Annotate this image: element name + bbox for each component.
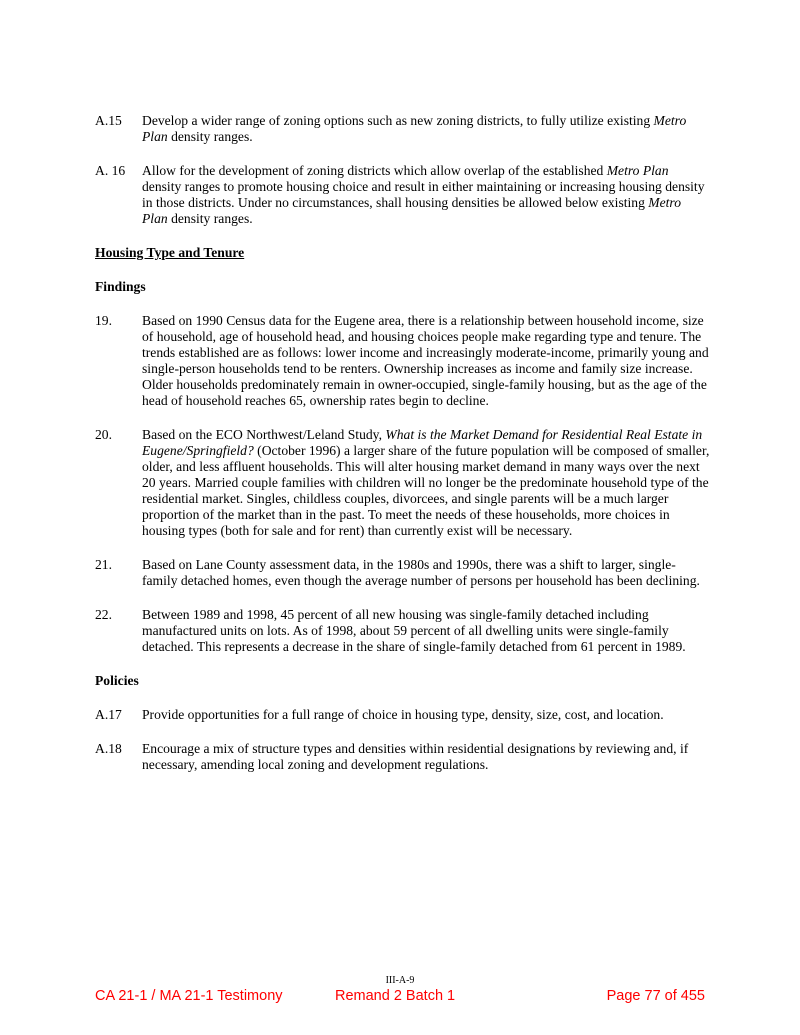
policy-text: Allow for the development of zoning districts which allow overlap of the established Metro Plan density ranges to promote housing choice and result in either maintaining or increasing housing density in those districts. Under no circumstances, shall housing densities be allowed below existing Metro Plan density ranges. [142,163,705,226]
policy-a18 [95,741,710,773]
footer-page-count: Page 77 of 455 [606,988,705,1004]
findings-heading: Findings [95,279,146,294]
policy-text: Encourage a mix of structure types and densities within residential designations by reviewing and, if necessary, amending local zoning and development regulations. [142,741,689,772]
finding-19 [95,313,710,409]
policy-a17 [95,707,710,723]
finding-text: Between 1989 and 1998, 45 percent of all new housing was single-family detached including manufactured units on lots. As of 1998, about 59 percent of all dwelling units were single-family detached. This represents a decrease in the share of single-family detached from 61 percent in 1989. [142,607,686,654]
finding-20 [95,427,710,539]
page-content [95,113,710,791]
finding-number: 20. [95,427,112,442]
finding-text: Based on Lane County assessment data, in the 1980s and 1990s, there was a shift to larger, single-family detached homes, even though the average number of persons per household has been declining. [142,557,700,588]
policies-heading: Policies [95,673,139,688]
finding-22 [95,607,710,655]
finding-number: 19. [95,313,112,328]
finding-number: 22. [95,607,112,622]
finding-21 [95,557,710,589]
page-number: III-A-9 [385,975,415,986]
finding-text: Based on the ECO Northwest/Leland Study, What is the Market Demand for Residential Real Estate in Eugene/Springfield? (October 1996) a larger share of the future population will be composed of smaller, older, and less affluent households. This will alter housing market demand in many ways over the next 20 years. Married couple families with children will no longer be the predominate household type of the residential market. Singles, childless couples, divorcees, and single parents will be a much larger proportion of the market than in the past. To meet the needs of these households, more choices in housing types (both for sale and for rent) than currently exist will be necessary. [142,427,710,538]
footer-testimony-label: CA 21-1 / MA 21-1 Testimony [95,988,283,1004]
finding-text: Based on 1990 Census data for the Eugene area, there is a relationship between household income, size of household, age of household head, and housing choices people make regarding type and tenure. The trends established are as follows: lower income and increasingly moderate-income, primarily young and single-person households tend to be renters. Ownership increases as income and family size increase. Older households predominately remain in owner-occupied, single-family housing, but as the age of the head of household reaches 65, ownership rates begin to decline. [142,313,709,408]
policy-number: A.15 [95,113,122,128]
policy-text: Provide opportunities for a full range of choice in housing type, density, size, cost, and location. [142,707,664,722]
policy-number: A.17 [95,707,122,722]
section-title: Housing Type and Tenure [95,245,245,260]
policy-number: A. 16 [95,163,126,178]
policy-a16 [95,163,710,227]
policy-number: A.18 [95,741,122,756]
study-title: What is the Market Demand for Residential Real Estate in Eugene/Springfield? [142,427,703,458]
policy-text: Develop a wider range of zoning options such as new zoning districts, to fully utilize existing Metro Plan density ranges. [142,113,687,144]
footer-batch-label: Remand 2 Batch 1 [335,988,456,1004]
policy-a15 [95,113,710,145]
finding-number: 21. [95,557,112,572]
